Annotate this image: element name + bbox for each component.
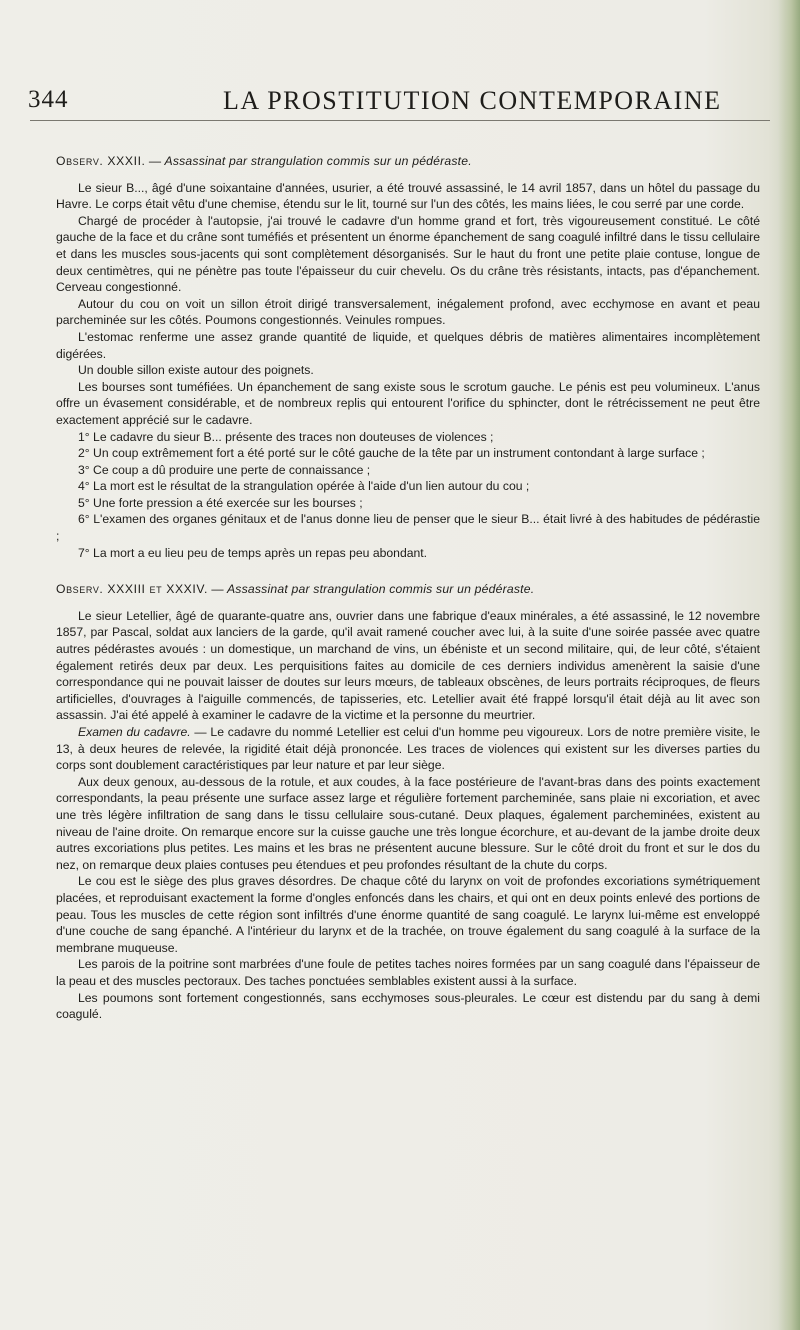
conclusion-item: 4° La mort est le résultat de la strangulation opérée à l'aide d'un lien autour du cou ; <box>78 479 530 494</box>
exam-paragraph <box>56 724 760 774</box>
heading-dash: — <box>208 582 227 597</box>
observation-32-heading <box>56 153 760 170</box>
page-edge-shadow <box>778 0 800 1330</box>
exam-text: — Le cadavre du nommé Letellier est celui d'un homme peu vigoureux. Lors de notre première visite, le 13, à deux heures de relevée, la rigidité était déjà prononcée. Les traces de violences qui existent sur les diverses parties du corps sont doublement caractéristiques par leur nature et par leur siège. <box>56 725 760 773</box>
header-rule <box>30 120 770 121</box>
conclusion-item: 6° L'examen des organes génitaux et de l'anus donne lieu de penser que le sieur B... était livré à des habitudes de pédérastie ; <box>56 512 760 544</box>
paragraph: Chargé de procéder à l'autopsie, j'ai trouvé le cadavre d'un homme grand et fort, très vigoureusement constitué. Le côté gauche de la face et du crâne sont tuméfiés et présentent un énorme épanchement de sang coagulé infiltré dans le tissu cellulaire et dans les muscles sous-jacents qui sont complètement désorganisés. Sur le haut du front une petite plaie contuse, longue de deux centimètres, qui ne pénètre pas toute l'épaisseur du cuir chevelu. Os du crâne très résistants, intacts, pas d'épanchement. Cerveau congestionné. <box>56 213 760 295</box>
paragraph: L'estomac renferme une assez grande quantité de liquide, et quelques débris de matières alimentaires incomplètement digérées. <box>56 329 760 361</box>
observation-label: Observ. XXXIII et XXXIV. <box>56 582 208 597</box>
paragraph: Aux deux genoux, au-dessous de la rotule, et aux coudes, à la face postérieure de l'avant-bras dans des points exactement correspondants, la peau présente une surface assez large et régulière fortement parcheminée, sans plaie ni excoriation, et avec une très légère infiltration de sang dans le tissu cellulaire sous-cutané. Deux plaques, également parcheminées, existent au niveau de l'aine droite. On remarque encore sur la cuisse gauche une très longue écorchure, et au-devant de la jambe droite deux autres excoriations plus petites. Les mains et les bras ne présentent aucune blessure. Sur le côté droit du front et sur le dos du nez, on remarque deux plaies contuses peu étendues et peu profondes résultant de la chute du corps. <box>56 774 760 872</box>
paragraph: Le cou est le siège des plus graves désordres. De chaque côté du larynx on voit de profondes excoriations symétriquement placées, et reproduisant exactement la forme d'ongles enfoncés dans les chairs, et qui ont en deux points enlevé des portions de peau. Tous les muscles de cette région sont infiltrés d'une énorme quantité de sang coagulé. Le larynx lui-même est enveloppé d'une couche de sang épanché. A l'intérieur du larynx et de la trachée, on trouve également du sang coagulé à la surface de la membrane muqueuse. <box>56 874 760 955</box>
conclusion-item: 5° Une forte pression a été exercée sur les bourses ; <box>78 495 363 510</box>
heading-dash: — <box>145 154 165 168</box>
observation-label: Observ. XXXII. <box>56 154 146 168</box>
page-body <box>56 153 760 1023</box>
page-number: 344 <box>28 86 69 113</box>
paragraph: Les bourses sont tuméfiées. Un épanchement de sang existe sous le scrotum gauche. Le pénis est peu volumineux. L'anus offre un évasement considérable, et de nombreux replis qui entourent l'orifice du sphincter, dont le rétrécissement ne peut être exactement apprécié sur le cadavre. <box>56 379 760 427</box>
observation-title: Assassinat par strangulation commis sur un pédéraste. <box>226 582 535 597</box>
conclusion-item: 7° La mort a eu lieu peu de temps après un repas peu abondant. <box>78 545 428 560</box>
paragraph: Les parois de la poitrine sont marbrées d'une foule de petites taches noires formées par un sang coagulé dans l'épaisseur de la peau et des muscles pectoraux. Des taches ponctuées semblables existent aussi à la surface. <box>56 957 760 988</box>
page-header <box>28 86 768 116</box>
paragraph: Le sieur B..., âgé d'une soixantaine d'années, usurier, a été trouvé assassiné, le 14 avril 1857, dans un hôtel du passage du Havre. Le corps était vêtu d'une chemise, étendu sur le lit, tourné sur l'un des côtés, les mains liées, le cou serré par une corde. <box>56 180 760 212</box>
paragraph: Le sieur Letellier, âgé de quarante-quatre ans, ouvrier dans une fabrique d'eaux minérales, a été assassiné, le 12 novembre 1857, par Pascal, soldat aux lanciers de la garde, qu'il avait ramené coucher avec lui, à la suite d'une soirée passée avec quatre autres pédérastes avoués : un domestique, un marchand de vins, un ébéniste et un second militaire, qui, de leur côté, s'étaient également retirés deux par deux. Les perquisitions faites au domicile de ces derniers individus amenèrent la saisie d'une correspondance qui ne pouvait laisser de doutes sur leurs mœurs, de tableaux obscènes, de leurs portraits réciproques, de fleurs artificielles, d'ouvrages à l'aiguille commencés, de tapisseries, etc. Letellier avait été frappé lorsqu'il était déjà au lit avec son assassin. J'ai été appelé à examiner le cadavre de la victime et la personne du meurtrier. <box>56 608 760 723</box>
observation-title: Assassinat par strangulation commis sur un pédéraste. <box>164 154 472 168</box>
conclusion-item: 1° Le cadavre du sieur B... présente des traces non douteuses de violences ; <box>78 429 494 444</box>
exam-label: Examen du cadavre. <box>78 725 191 739</box>
paragraph: Les poumons sont fortement congestionnés, sans ecchymoses sous-pleurales. Le cœur est distendu par du sang à demi coagulé. <box>56 990 760 1022</box>
paragraph: Un double sillon existe autour des poignets. <box>78 363 314 378</box>
conclusion-item: 2° Un coup extrêmement fort a été porté sur le côté gauche de la tête par un instrument contondant à large surface ; <box>78 446 705 461</box>
running-title: LA PROSTITUTION CONTEMPORAINE <box>223 86 722 115</box>
conclusion-item: 3° Ce coup a dû produire une perte de connaissance ; <box>78 462 371 477</box>
observation-33-34-heading <box>56 581 760 598</box>
paragraph: Autour du cou on voit un sillon étroit dirigé transversalement, inégalement profond, avec ecchymose en avant et peau parcheminée sur les côtés. Poumons congestionnés. Veinules rompues. <box>56 296 760 328</box>
